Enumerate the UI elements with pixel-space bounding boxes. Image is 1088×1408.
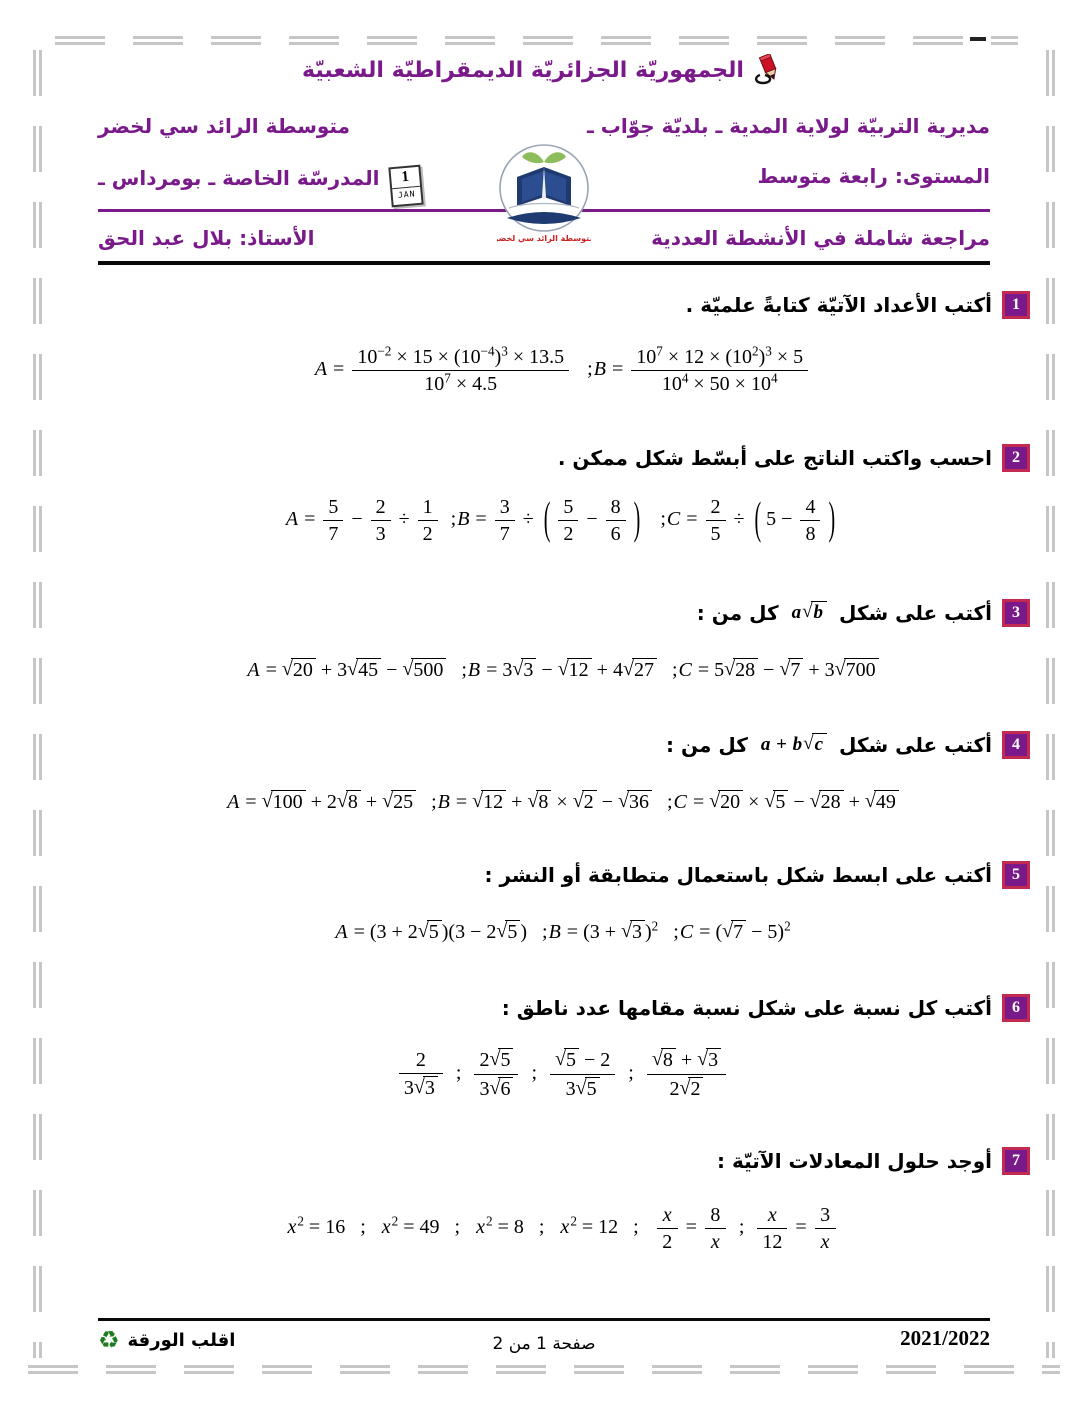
math-expression-1: A = $\frac{10^{-2} \times 15 \times (10^{-4})^3 \times 13.5}{10^7 \times 4.5}$ ;B = $\frac{10^7 \times 12 \times (10^2)^3 \times 5}{10^4 \times 50 \times 10^4}$ — [314, 358, 811, 380]
question-6-title: أكتب كل نسبة على شكل نسبة مقامها عدد ناطق : — [501, 996, 992, 1020]
page-number: صفحة 1 من 2 — [492, 1334, 596, 1354]
math-expression-3: A = √20 + 3√45 − √500 ;B = 3√3 − √12 + 4√27 ;C = 5√28 − √7 + 3√700 — [246, 659, 878, 681]
header-black-rule — [98, 261, 990, 265]
question-5-math — [95, 920, 1030, 945]
math-expression-4: A = √100 + 2√8 + √25 ;B = √12 + √8 × √2 − √36 ;C = √20 × √5 − √28 + √49 — [226, 791, 899, 813]
question-7-badge: 7 — [1002, 1147, 1030, 1175]
border-left-line-2 — [39, 50, 42, 1358]
border-right-line-1 — [1046, 50, 1049, 1358]
question-6-math — [95, 1048, 1030, 1101]
level-line: المستوى: رابعة متوسط — [757, 164, 990, 188]
math-expression-2: A = $\frac{5}{7}$ − $\frac{2}{3}$ ÷ $\frac{1}{2}$ ;B = $\frac{3}{7}$ ÷ ( $\frac{5}{2}$ − $\frac{8}{6}$ ) ;C = $\frac{2}{5}$ ÷ ( 5 − $\frac{4}{8}$ ) — [285, 494, 836, 545]
border-left-line-1 — [33, 50, 36, 1358]
question-1-math — [95, 343, 1030, 395]
republic-title-row — [0, 54, 1088, 86]
question-5-title: أكتب على ابسط شكل باستعمال متطابقة أو النشر : — [484, 863, 992, 887]
calendar-icon — [388, 165, 423, 208]
question-3-title-pre: أكتب على شكل — [839, 601, 992, 625]
math-expression-5: A = (3 + 2√5 )(3 − 2√5 ) ;B = (3 + √3 )$^2$ ;C = $(√7 - 5)^2$ — [335, 918, 791, 943]
question-4-title-pre: أكتب على شكل — [839, 733, 992, 757]
private-school-row — [98, 166, 422, 206]
private-school-line: المدرسّة الخاصة ـ بومرداس ـ — [98, 166, 380, 190]
question-1-heading — [686, 291, 1030, 319]
question-7-title: أوجد حلول المعادلات الآتيّة : — [717, 1149, 992, 1173]
question-1-title: أكتب الأعداد الآتيّة كتابةً علميّة . — [685, 293, 992, 317]
directorate-line: مديرية التربيّة لولاية المدية ـ بلديّة جوّاب ـ — [586, 114, 990, 138]
logo-caption: متوسطة الرائد سي لخضر — [497, 234, 591, 243]
question-4-math — [95, 790, 1030, 815]
exam-title: مراجعة شاملة في الأنشطة العددية — [651, 226, 990, 250]
school-line: متوسطة الرائد سي لخضر — [98, 114, 350, 138]
teacher-name: الأستاذ: بلال عبد الحق — [98, 226, 315, 250]
question-3-heading — [697, 599, 1030, 627]
border-right-line-2 — [1052, 50, 1055, 1358]
school-year: 2021/2022 — [900, 1326, 990, 1350]
question-6-heading — [502, 994, 1030, 1022]
question-7-heading — [717, 1147, 1030, 1175]
question-1-badge: 1 — [1002, 291, 1030, 319]
question-2-badge: 2 — [1002, 444, 1030, 472]
question-4-badge: 4 — [1002, 731, 1030, 759]
flip-note-row — [98, 1328, 235, 1352]
question-2-math — [95, 496, 1030, 545]
recycle-icon: ♻ — [98, 1326, 120, 1354]
footer-rule — [98, 1318, 990, 1321]
question-7-math — [95, 1204, 1030, 1253]
question-2-heading — [558, 444, 1030, 472]
question-4-heading — [666, 731, 1030, 759]
school-logo — [497, 142, 591, 248]
border-bottom-line-1 — [28, 1365, 1060, 1368]
question-3-math — [95, 658, 1030, 683]
question-4-title-post: كل من : — [666, 733, 748, 757]
flip-note: اقلب الورقة — [127, 1329, 236, 1351]
math-expression-7: $x^2 = 16$ ; $x^2 = 49$ ; $x^2 = 8$ ; $x^2 = 12$ ; $\frac{x}{2}$ = $\frac{8}{x}$ ; $\frac{x}{12}$ = $\frac{3}{x}$ — [286, 1216, 838, 1238]
calendar-day: 1 — [390, 167, 420, 189]
question-2-title: احسب واكتب الناتج على أبسّط شكل ممكن . — [557, 446, 992, 470]
question-3-title-math: a√b — [791, 601, 827, 625]
scan-mark — [970, 37, 986, 41]
question-3-title-post: كل من : — [696, 601, 779, 625]
question-5-badge: 5 — [1002, 861, 1030, 889]
republic-title: الجمهوريّة الجزائريّة الديمقراطيّة الشعبيّة — [302, 57, 744, 83]
border-top-line-1 — [55, 36, 1018, 39]
border-top-line-2 — [55, 42, 1018, 45]
question-5-heading — [485, 861, 1030, 889]
calendar-month: JAN — [397, 189, 416, 200]
pencil-icon — [752, 54, 786, 86]
question-4-title-math: a + b√c — [760, 733, 827, 757]
math-expression-6: $\frac{2}{3√3}$ ; $\frac{2√5}{3√6}$ ; $\frac{√5 - 2}{3√5}$ ; $\frac{√8 + √3}{2√2}$ — [396, 1062, 729, 1084]
question-6-badge: 6 — [1002, 994, 1030, 1022]
border-bottom-line-2 — [28, 1371, 1060, 1374]
question-3-badge: 3 — [1002, 599, 1030, 627]
